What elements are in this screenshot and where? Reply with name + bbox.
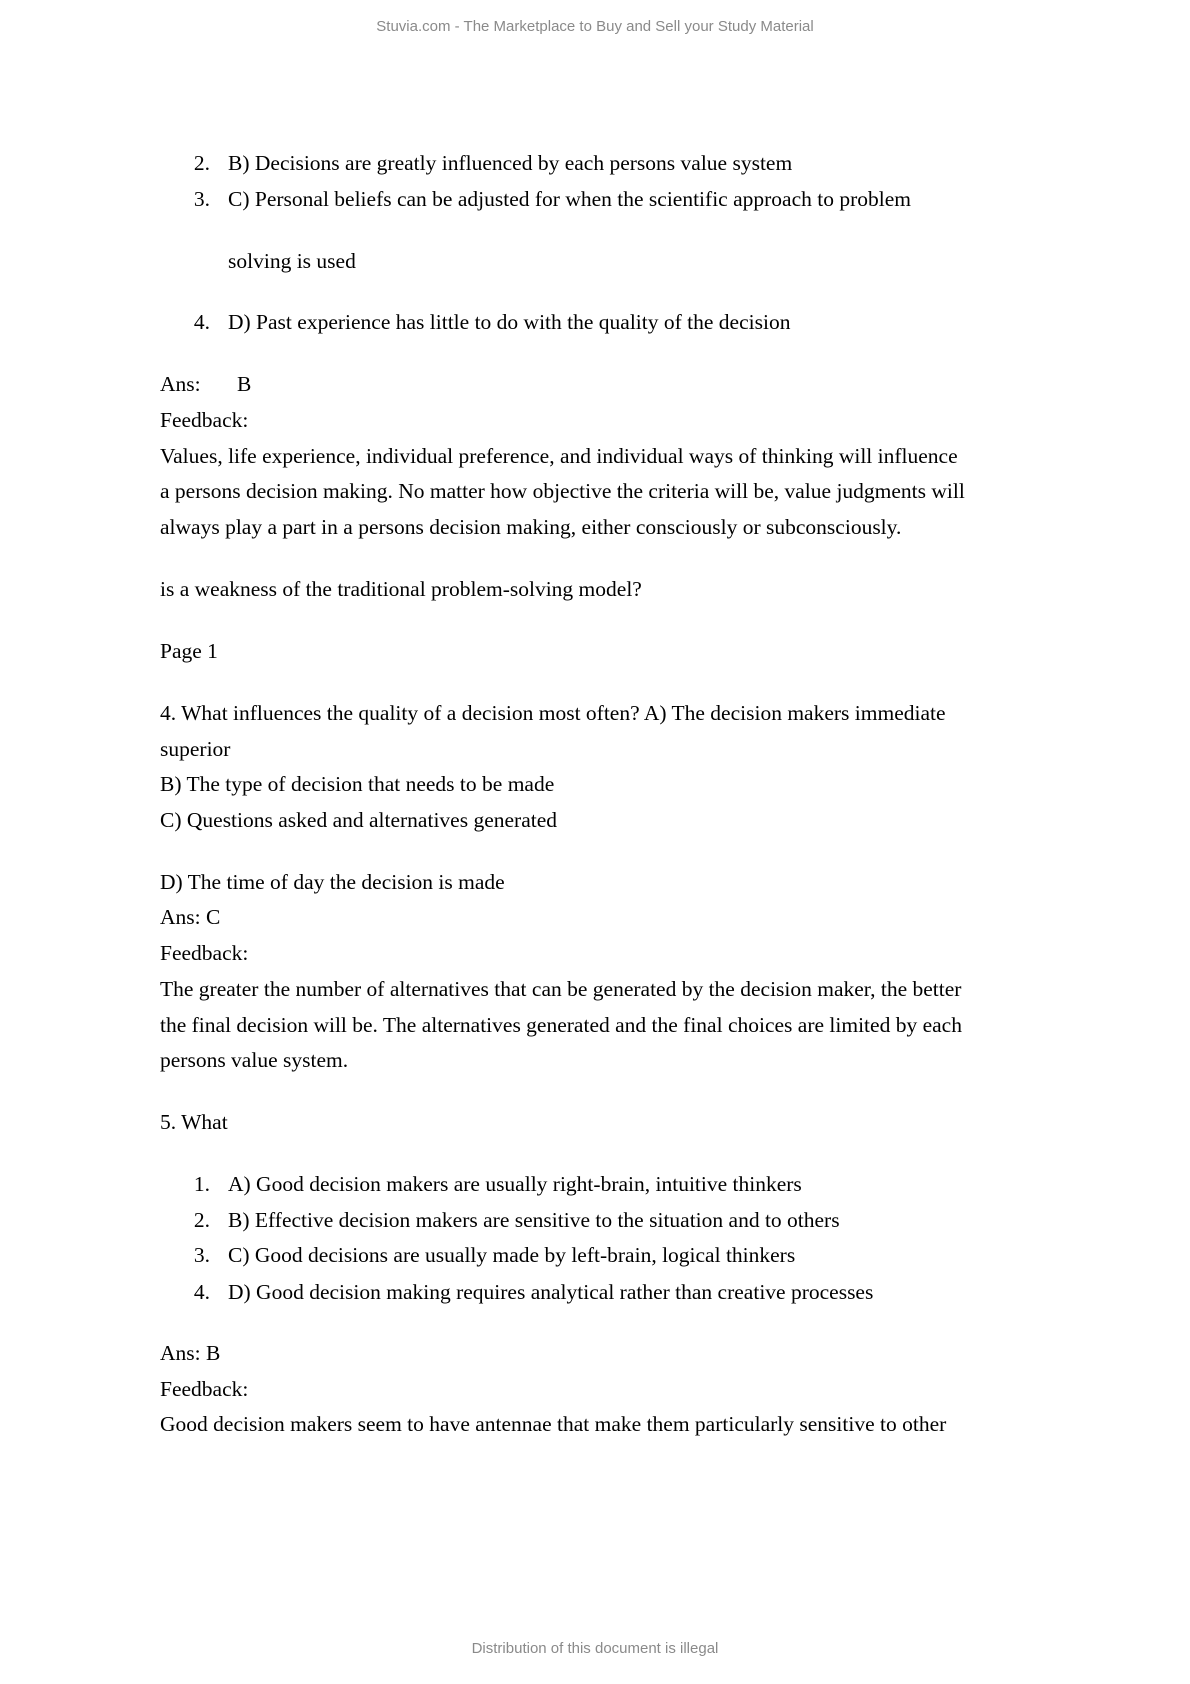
option-text: B) Effective decision makers are sensitive to the situation and to others <box>228 1208 840 1232</box>
watermark-footer: Distribution of this document is illegal <box>471 1640 719 1657</box>
question-fragment: is a weakness of the traditional problem-solving model? <box>160 577 642 601</box>
question-text: 4. What influences the quality of a decision most often? A) The decision makers immediate <box>160 701 946 725</box>
feedback-line: always play a part in a persons decision making, either consciously or subconsciously. <box>160 515 902 539</box>
feedback-line: a persons decision making. No matter how objective the criteria will be, value judgments will <box>160 479 965 503</box>
feedback-label: Feedback: <box>160 941 249 965</box>
list-number: 3. <box>193 1243 210 1267</box>
feedback-line: persons value system. <box>160 1048 349 1072</box>
list-number: 2. <box>193 1208 210 1232</box>
feedback-line: The greater the number of alternatives that can be generated by the decision maker, the better <box>160 977 962 1001</box>
option-text: A) Good decision makers are usually right-brain, intuitive thinkers <box>228 1172 802 1196</box>
feedback-line: Values, life experience, individual preference, and individual ways of thinking will influence <box>160 444 958 468</box>
option-text: D) Past experience has little to do with the quality of the decision <box>228 310 791 334</box>
option-text: D) Good decision making requires analytical rather than creative processes <box>228 1280 874 1304</box>
answer-text: Ans: B <box>160 1341 221 1365</box>
option-text: C) Good decisions are usually made by left-brain, logical thinkers <box>228 1243 796 1267</box>
list-number: 2. <box>193 151 210 175</box>
page-label: Page 1 <box>160 639 218 663</box>
list-number: 1. <box>193 1172 210 1196</box>
option-text: D) The time of day the decision is made <box>160 870 505 894</box>
feedback-label: Feedback: <box>160 408 249 432</box>
question-text: 5. What <box>160 1110 228 1134</box>
watermark-header: Stuvia.com - The Marketplace to Buy and Sell your Study Material <box>376 18 814 35</box>
question-text: superior <box>160 737 231 761</box>
list-number: 3. <box>193 187 210 211</box>
answer-value: B <box>237 372 252 396</box>
option-text-continuation: solving is used <box>228 249 356 273</box>
option-text: B) The type of decision that needs to be made <box>160 772 555 796</box>
feedback-line: the final decision will be. The alternatives generated and the final choices are limited by each <box>160 1013 962 1037</box>
list-number: 4. <box>193 310 210 334</box>
option-text: C) Questions asked and alternatives generated <box>160 808 558 832</box>
option-text: C) Personal beliefs can be adjusted for when the scientific approach to problem <box>228 187 911 211</box>
list-number: 4. <box>193 1280 210 1304</box>
answer-label: Ans: <box>160 372 201 396</box>
feedback-line: Good decision makers seem to have antennae that make them particularly sensitive to other <box>160 1412 947 1436</box>
feedback-label: Feedback: <box>160 1377 249 1401</box>
answer-text: Ans: C <box>160 905 221 929</box>
option-text: B) Decisions are greatly influenced by each persons value system <box>228 151 793 175</box>
